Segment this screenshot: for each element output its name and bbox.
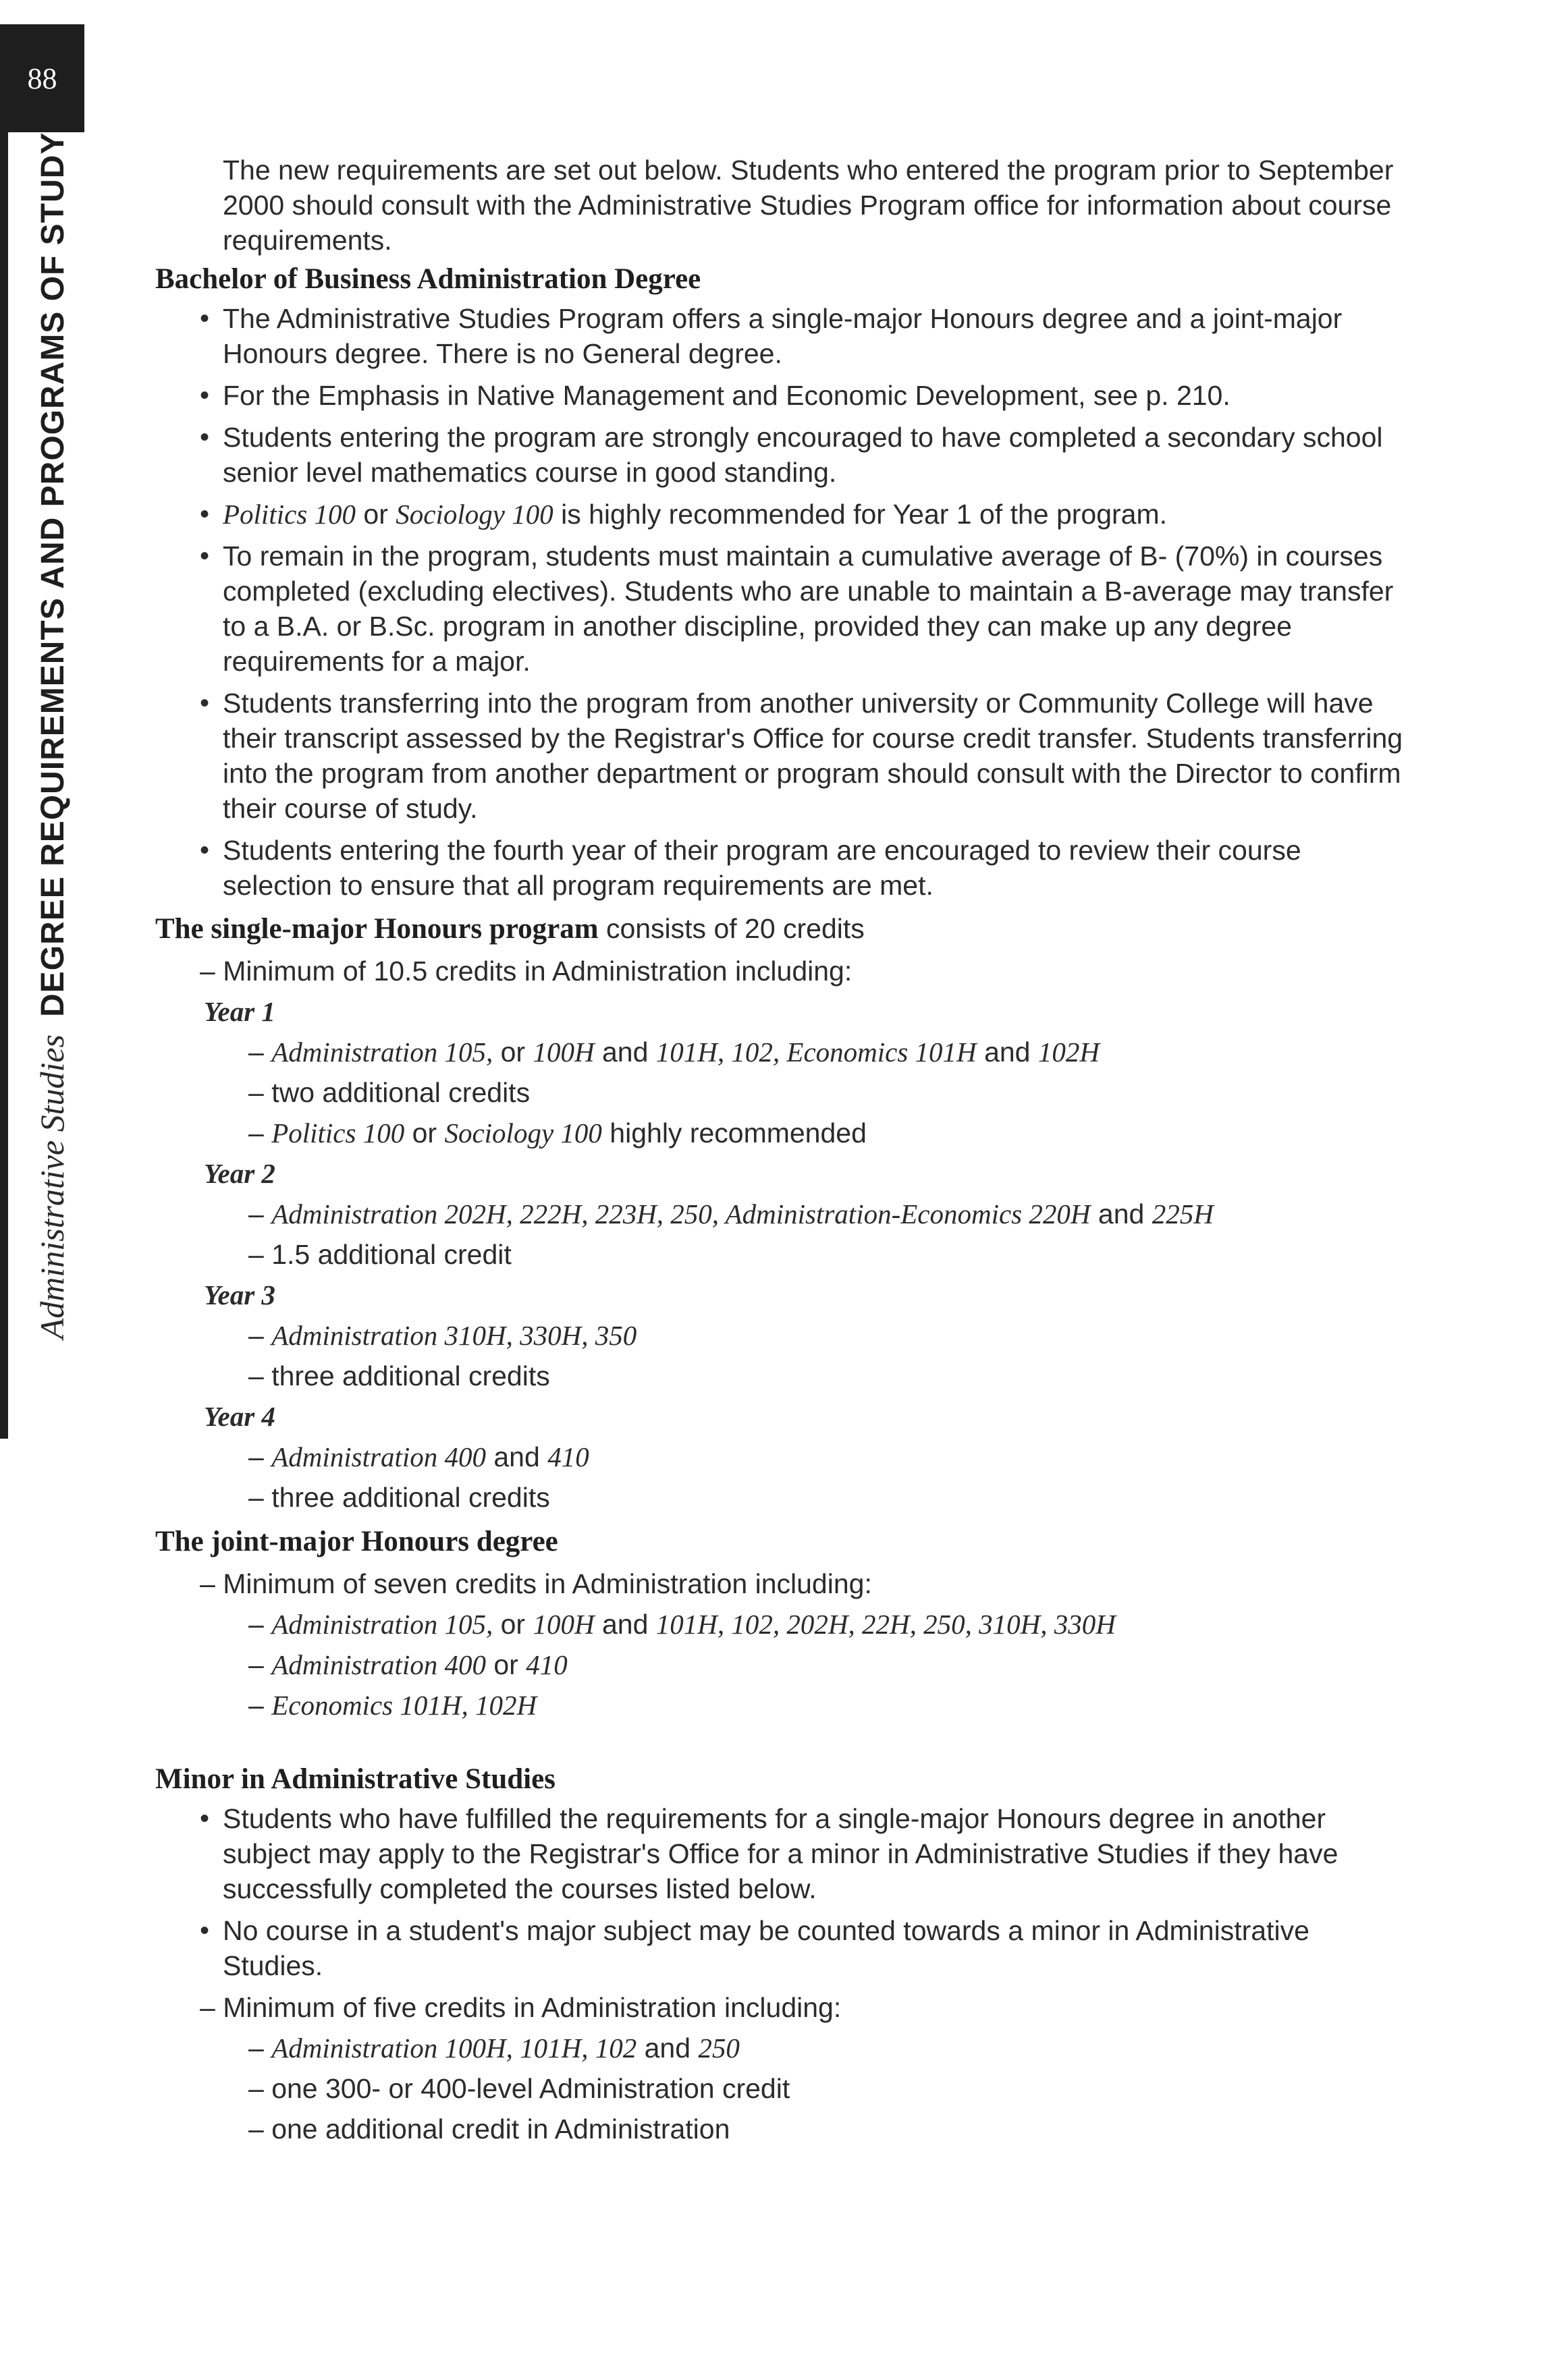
year-1-item: – two additional credits (248, 1077, 531, 1108)
joint-major-minimum: – Minimum of seven credits in Administration including: (200, 1568, 872, 1599)
minor-bullet: • No course in a student's major subject may be counted towards a minor in Administrative Studies. (155, 1913, 1411, 1983)
year-2-label: Year 2 (204, 1158, 275, 1189)
joint-major-item: – Administration 400 or 410 (248, 1649, 568, 1680)
intro-paragraph: The new requirements are set out below. Students who entered the program prior to September 2000 should consult with the Administrative Studies Program office for information about course requirements. (223, 155, 1394, 256)
single-major-title: The single-major Honours program (155, 913, 599, 945)
year-1-item: – Administration 105, or 100H and 101H, 102, Economics 101H and 102H (248, 1036, 1100, 1068)
bba-bullet: • Students transferring into the program from another university or Community College will have their transcript assessed by the Registrar's Office for course credit transfer. Students transferring into the program from another department or program should consult with the Director to confirm their course of study. (155, 686, 1411, 826)
bba-bullet: • Students entering the fourth year of their program are encouraged to review their course selection to ensure that all program requirements are met. (155, 833, 1411, 903)
section-name: Administrative Studies (33, 1034, 71, 1339)
year-4-item: – Administration 400 and 410 (248, 1441, 589, 1472)
minor-bullet-list (155, 1801, 1411, 1983)
year-4-item: – three additional credits (248, 1482, 550, 1513)
joint-major-heading: The joint-major Honours degree (155, 1526, 558, 1557)
bba-bullet: • To remain in the program, students must maintain a cumulative average of B- (70%) in courses completed (excluding electives). Students who are unable to maintain a B-average may transfer to a B.A. or B.Sc. program in another discipline, provided they can make up any degree requirements for a major. (155, 538, 1411, 679)
course-name: Politics 100 (223, 499, 356, 530)
minor-minimum: – Minimum of five credits in Administration including: (200, 1992, 842, 2023)
single-major-minimum: – Minimum of 10.5 credits in Administration including: (200, 956, 853, 987)
bba-bullet: • Students entering the program are strongly encouraged to have completed a secondary school senior level mathematics course in good standing. (155, 420, 1411, 490)
minor-item: – one 300- or 400-level Administration credit (248, 2073, 790, 2104)
year-2-item: – Administration 202H, 222H, 223H, 250, Administration-Economics 220H and 225H (248, 1198, 1214, 1229)
minor-bullet: • Students who have fulfilled the requirements for a single-major Honours degree in another subject may apply to the Registrar's Office for a minor in Administrative Studies if they have successfully completed the courses listed below. (155, 1801, 1411, 1906)
minor-item: – Administration 100H, 101H, 102 and 250 (248, 2032, 740, 2064)
bullet-text: or (356, 499, 396, 530)
course-name: Sociology 100 (396, 499, 553, 530)
bullet-text: is highly recommended for Year 1 of the program. (553, 499, 1168, 530)
year-4-label: Year 4 (204, 1401, 275, 1432)
year-1-label: Year 1 (204, 996, 275, 1027)
joint-major-item: – Economics 101H, 102H (248, 1690, 537, 1721)
joint-major-item: – Administration 105, or 100H and 101H, 102, 202H, 22H, 250, 310H, 330H (248, 1609, 1116, 1640)
minor-heading: Minor in Administrative Studies (155, 1763, 556, 1795)
bba-bullet (155, 497, 1411, 532)
page-content (155, 153, 1411, 2147)
bba-bullet: • The Administrative Studies Program offers a single-major Honours degree and a joint-major Honours degree. There is no General degree. (155, 301, 1411, 371)
minor-item: – one additional credit in Administration (248, 2113, 730, 2144)
side-running-head (32, 132, 72, 1339)
year-3-item: – Administration 310H, 330H, 350 (248, 1320, 637, 1351)
chapter-title: DEGREE REQUIREMENTS AND PROGRAMS OF STUDY (35, 132, 71, 1017)
year-3-label: Year 3 (204, 1279, 275, 1310)
bba-heading: Bachelor of Business Administration Degree (155, 263, 701, 295)
bba-bullet: • For the Emphasis in Native Management and Economic Development, see p. 210. (155, 378, 1411, 413)
bba-bullet-list (155, 301, 1411, 903)
page-number: 88 (0, 24, 84, 132)
single-major-credits: consists of 20 credits (598, 913, 865, 944)
side-bar (0, 132, 8, 1439)
year-2-item: – 1.5 additional credit (248, 1239, 512, 1270)
year-3-item: – three additional credits (248, 1360, 550, 1391)
single-major-heading (155, 910, 1411, 948)
section-spacer (155, 1723, 1411, 1758)
year-1-item: – Politics 100 or Sociology 100 highly recommended (248, 1117, 867, 1149)
